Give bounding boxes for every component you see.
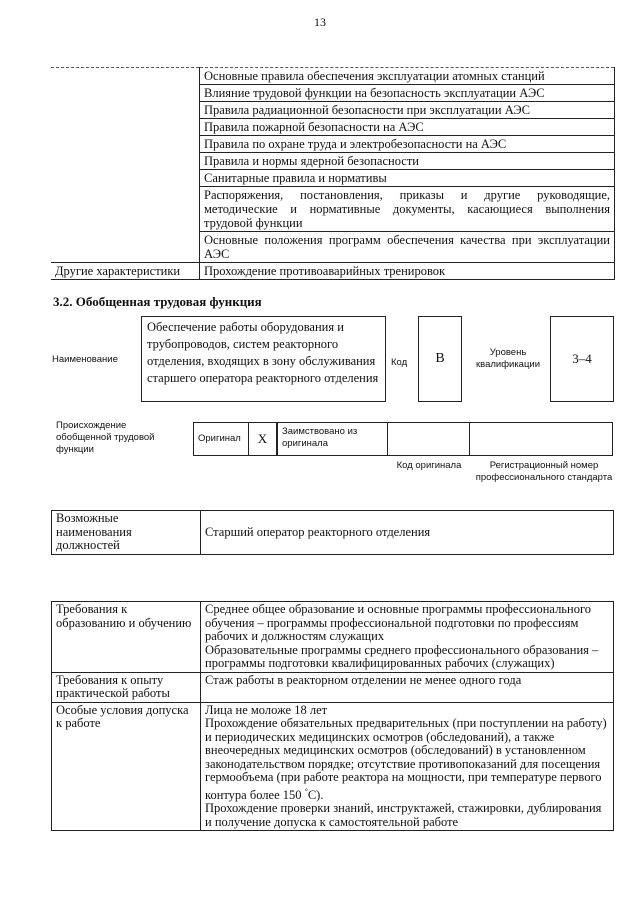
code-label: Код: [391, 357, 408, 368]
qualification-level-label: Уровень квалификации: [475, 347, 541, 370]
section-heading: 3.2. Обобщенная трудовая функция: [53, 294, 262, 309]
knowledge-table: [51, 67, 615, 280]
conditions-value: [201, 702, 614, 831]
conditions-value-line: [205, 717, 609, 802]
education-value: [201, 602, 614, 673]
knowledge-item: Распоряжения, постановления, приказы и другие руководящие, методические и нормативные документы, касающиеся выполнения трудовой функции: [200, 187, 615, 232]
conditions-label: Особые условия допуска к работе: [52, 702, 201, 831]
requirements-table: [51, 601, 614, 831]
other-characteristics-value: Прохождение противоаварийных тренировок: [200, 263, 615, 280]
knowledge-label-cell: [51, 68, 200, 263]
positions-label: Возможные наименования должностей: [52, 511, 201, 555]
knowledge-item: Основные правила обеспечения эксплуатации атомных станций: [200, 68, 615, 85]
knowledge-item: Санитарные правила и нормативы: [200, 170, 615, 187]
code-value-box: B: [418, 316, 462, 402]
other-characteristics-label: Другие характеристики: [51, 263, 200, 280]
conditions-text-end: С).: [307, 787, 324, 802]
knowledge-item: Правила радиационной безопасности при эксплуатации АЭС: [200, 102, 615, 119]
function-name-box: Обеспечение работы оборудования и трубопроводов, систем реакторного отделения, входящих в зону обслуживания старшего оператора реакторного отделения: [141, 316, 386, 402]
borrowed-label: Заимствовано из оригинала: [277, 422, 387, 456]
knowledge-item: Правила и нормы ядерной безопасности: [200, 153, 615, 170]
name-label: Наименование: [52, 354, 118, 365]
knowledge-item: Основные положения программ обеспечения качества при эксплуатации АЭС: [200, 232, 615, 263]
origin-row: [193, 422, 613, 456]
experience-value: Стаж работы в реакторном отделении не менее одного года: [201, 672, 614, 702]
original-mark: X: [248, 422, 277, 456]
registration-number-cell: [469, 422, 613, 456]
conditions-text: Прохождение обязательных предварительных (при поступлении на работу) и периодических медицинских осмотров (обследований), а также внеочередных медицинских осмотров (обследований) в установленном законодательством порядке; отсутствие противопоказаний для посещения гермообъема (при работе реактора на мощности, при температуре первого контура более 150: [205, 716, 607, 802]
education-label: Требования к образованию и обучению: [52, 602, 201, 673]
experience-label: Требования к опыту практической работы: [52, 672, 201, 702]
knowledge-item: Правила по охране труда и электробезопасности на АЭС: [200, 136, 615, 153]
page-number: 13: [314, 15, 326, 29]
education-value-line: Образовательные программы среднего профессионального образования – программы подготовки квалифицированных рабочих (служащих): [205, 642, 599, 670]
original-code-label: Код оригинала: [396, 460, 462, 471]
degree-sign: °: [304, 786, 308, 796]
qualification-level-box: 3–4: [550, 316, 614, 402]
origin-label: Происхождение обобщенной трудовой функции: [56, 420, 155, 455]
positions-table: [51, 510, 614, 555]
original-label: Оригинал: [193, 422, 248, 456]
conditions-value-line: Лица не моложе 18 лет: [205, 702, 328, 717]
education-value-line: Среднее общее образование и основные программы профессионального обучения – программы профессиональной подготовки по профессиям рабочих и должностям служащих: [205, 602, 592, 643]
positions-value: Старший оператор реакторного отделения: [201, 511, 614, 555]
knowledge-item: Правила пожарной безопасности на АЭС: [200, 119, 615, 136]
original-code-cell: [387, 422, 469, 456]
knowledge-item: Влияние трудовой функции на безопасность эксплуатации АЭС: [200, 85, 615, 102]
conditions-value-line: Прохождение проверки знаний, инструктажей, стажировки, дублирования и получение допуска к самостоятельной работе: [205, 801, 602, 829]
registration-number-label: Регистрационный номер профессионального стандарта: [475, 460, 613, 483]
